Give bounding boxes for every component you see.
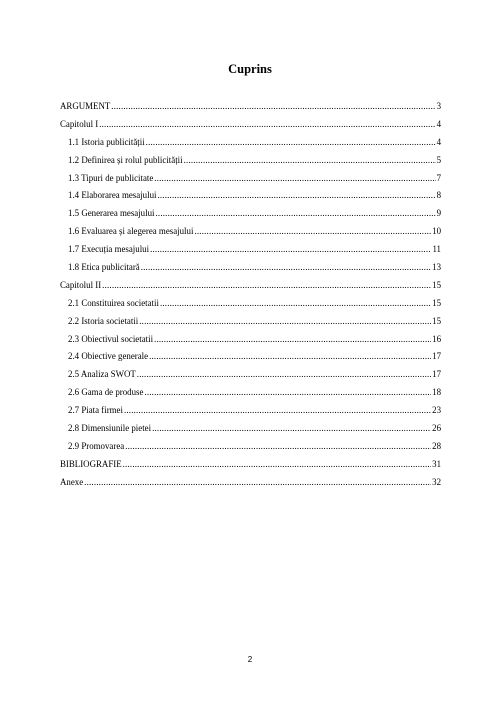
toc-entry-page: 10 [432, 226, 441, 237]
toc-dot-leader [144, 384, 431, 402]
toc-entry [60, 456, 441, 474]
toc-entry-label: Capitolul I [60, 118, 99, 129]
page-number: 2 [247, 655, 253, 664]
toc-entry-page: 17 [432, 351, 441, 362]
toc-entry [60, 348, 441, 366]
toc-entry [60, 241, 441, 259]
toc-dot-leader [154, 170, 435, 188]
toc-dot-leader [154, 331, 431, 349]
toc-entry-label: 2.4 Obiective generale [68, 351, 149, 362]
toc-entry-label: 1.6 Evaluarea și alegerea mesajului [68, 226, 194, 237]
toc-entry [60, 223, 441, 241]
toc-dot-leader [111, 98, 435, 116]
toc-entry-page: 17 [432, 369, 441, 380]
toc-entry [60, 438, 441, 456]
toc-entry [60, 474, 441, 492]
toc-entry [60, 420, 441, 438]
toc-entry [60, 384, 441, 402]
toc-entry-label: 2.2 Istoria societatii [68, 315, 139, 326]
toc-entry-page: 5 [436, 154, 441, 165]
toc-entry-page: 16 [432, 333, 441, 344]
toc-entry [60, 331, 441, 349]
toc-dot-leader [157, 187, 435, 205]
toc-entry-label: 1.2 Definirea și rolul publicității [68, 154, 183, 165]
toc-entry [60, 366, 441, 384]
toc-entry-label: 1.8 Etica publicitară [68, 262, 140, 273]
toc-entry-page: 9 [436, 208, 441, 219]
toc-entry-label: 1.3 Tipuri de publicitate [68, 172, 154, 183]
page-title: Cuprins [228, 62, 272, 76]
toc-entry-page: 13 [432, 262, 441, 273]
toc-entry-page: 4 [436, 136, 441, 147]
toc-entry [60, 295, 441, 313]
toc-entry-page: 28 [432, 440, 441, 451]
toc-entry [60, 116, 441, 134]
toc-entry [60, 277, 441, 295]
toc-entry-label: 1.1 Istoria publicității [68, 136, 145, 147]
toc-dot-leader [102, 277, 431, 295]
toc-dot-leader [124, 402, 431, 420]
toc-dot-leader [146, 134, 436, 152]
toc-dot-leader [160, 295, 431, 313]
toc-dot-leader [149, 348, 431, 366]
toc-dot-leader [152, 420, 431, 438]
toc-dot-leader [125, 438, 431, 456]
toc-entry-page: 26 [432, 423, 441, 434]
toc-dot-leader [184, 152, 436, 170]
toc-entry-page: 7 [436, 172, 441, 183]
toc-entry-label: 2.3 Obiectivul societatii [68, 333, 154, 344]
toc-entry-label: Anexe [60, 476, 84, 487]
toc-entry-label: ARGUMENT [60, 101, 111, 111]
toc-entry-page: 11 [432, 244, 441, 255]
toc-entry [60, 313, 441, 331]
toc-entry-label: 1.7 Execuția mesajului [68, 244, 150, 255]
toc-entry [60, 187, 441, 205]
toc-entry [60, 98, 441, 116]
toc-dot-leader [99, 116, 435, 134]
toc-dot-leader [194, 223, 431, 241]
toc-dot-leader [139, 313, 431, 331]
toc-entry-page: 15 [432, 297, 441, 308]
toc-dot-leader [156, 205, 436, 223]
toc-entry-page: 8 [436, 190, 441, 201]
toc-entry-page: 23 [432, 405, 441, 416]
toc-entry-page: 4 [436, 118, 441, 129]
toc-entry-page: 15 [432, 315, 441, 326]
toc-entry [60, 170, 441, 188]
toc-entry [60, 259, 441, 277]
toc-entry-page: 15 [432, 279, 441, 290]
toc-entry-label: Capitolul II [60, 279, 102, 290]
toc-entry-label: 2.1 Constituirea societatii [68, 297, 159, 308]
toc-entry-page: 3 [436, 101, 441, 111]
toc-entry-label: 1.4 Elaborarea mesajului [68, 190, 157, 201]
toc-entry-label: BIBLIOGRAFIE [60, 458, 122, 469]
toc-entry-label: 2.8 Dimensiunile pietei [68, 423, 152, 434]
toc-entry-page: 18 [432, 387, 441, 398]
toc-entry-label: 2.6 Gama de produse [68, 387, 144, 398]
toc-entry-label: 2.9 Promovarea [68, 440, 125, 451]
toc-dot-leader [141, 259, 431, 277]
toc-dot-leader [123, 456, 431, 474]
toc-entry-label: 1.5 Generarea mesajului [68, 208, 155, 219]
toc-dot-leader [84, 474, 431, 492]
toc-entry-label: 2.7 Piata firmei [68, 405, 123, 416]
toc-entry-page: 31 [432, 458, 441, 469]
toc-entry [60, 134, 441, 152]
toc-entry [60, 205, 441, 223]
toc-entry [60, 152, 441, 170]
toc-dot-leader [137, 366, 431, 384]
toc-entry-page: 32 [432, 476, 441, 487]
toc-dot-leader [150, 241, 431, 259]
toc-entry-label: 2.5 Analiza SWOT [68, 369, 136, 380]
table-of-contents [60, 98, 441, 492]
toc-entry [60, 402, 441, 420]
